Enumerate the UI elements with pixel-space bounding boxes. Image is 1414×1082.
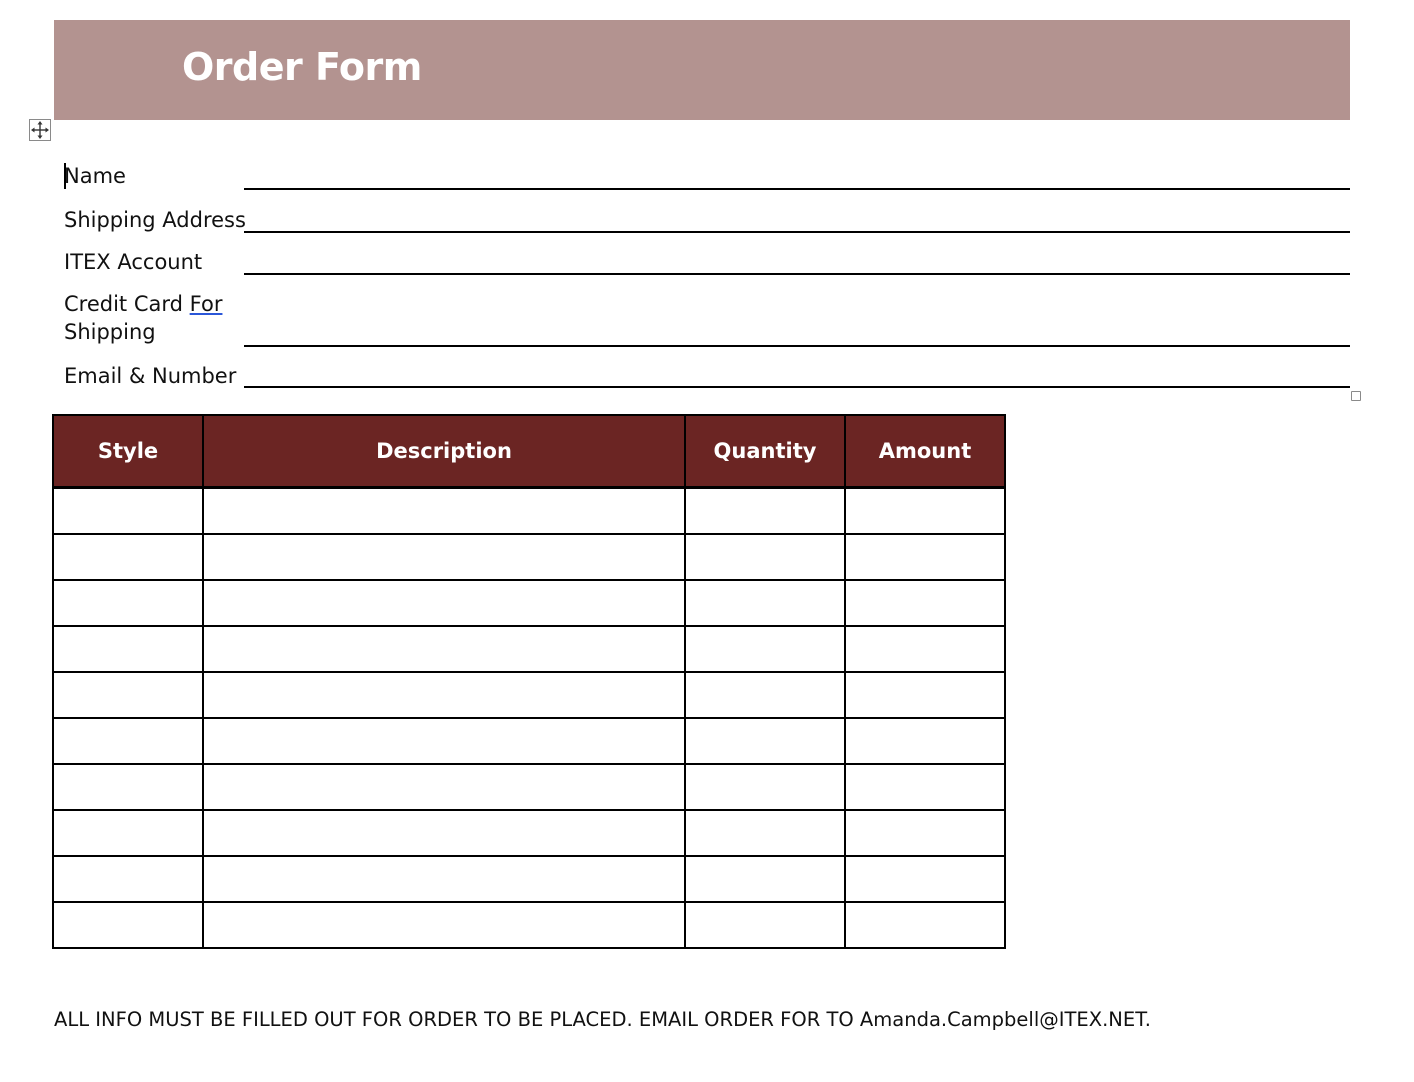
quantity-cell[interactable] <box>685 580 845 626</box>
shipping-address-label: Shipping Address <box>64 208 246 232</box>
credit-card-label <box>64 290 222 318</box>
table-row <box>53 810 1005 856</box>
column-header-style: Style <box>53 415 203 488</box>
credit-card-label-underlined: For <box>189 292 223 316</box>
email-number-label: Email & Number <box>64 364 237 388</box>
footer-instructions: ALL INFO MUST BE FILLED OUT FOR ORDER TO BE PLACED. EMAIL ORDER FOR TO Amanda.Campbell@ITEX.NET. <box>54 1008 1151 1031</box>
style-cell[interactable] <box>53 488 203 535</box>
table-row <box>53 902 1005 948</box>
header-banner <box>54 20 1350 120</box>
description-cell[interactable] <box>203 534 685 580</box>
order-items-table <box>52 414 1006 949</box>
amount-cell[interactable] <box>845 672 1005 718</box>
description-cell[interactable] <box>203 810 685 856</box>
quantity-cell[interactable] <box>685 488 845 535</box>
table-row <box>53 580 1005 626</box>
quantity-cell[interactable] <box>685 672 845 718</box>
table-body <box>53 488 1005 949</box>
table-row <box>53 856 1005 902</box>
amount-cell[interactable] <box>845 856 1005 902</box>
description-cell[interactable] <box>203 626 685 672</box>
style-cell[interactable] <box>53 810 203 856</box>
style-cell[interactable] <box>53 672 203 718</box>
style-cell[interactable] <box>53 902 203 948</box>
table-row <box>53 534 1005 580</box>
table-row <box>53 488 1005 535</box>
quantity-cell[interactable] <box>685 764 845 810</box>
quantity-cell[interactable] <box>685 856 845 902</box>
description-cell[interactable] <box>203 856 685 902</box>
description-cell[interactable] <box>203 902 685 948</box>
credit-card-label-line2: Shipping <box>64 320 156 344</box>
table-header-row <box>53 415 1005 488</box>
shipping-address-field[interactable] <box>244 231 1350 233</box>
amount-cell[interactable] <box>845 810 1005 856</box>
itex-account-label: ITEX Account <box>64 250 203 274</box>
description-cell[interactable] <box>203 488 685 535</box>
style-cell[interactable] <box>53 534 203 580</box>
description-cell[interactable] <box>203 672 685 718</box>
table-row <box>53 626 1005 672</box>
column-header-quantity: Quantity <box>685 415 845 488</box>
style-cell[interactable] <box>53 856 203 902</box>
amount-cell[interactable] <box>845 764 1005 810</box>
style-cell[interactable] <box>53 626 203 672</box>
quantity-cell[interactable] <box>685 810 845 856</box>
itex-account-field[interactable] <box>244 273 1350 275</box>
amount-cell[interactable] <box>845 902 1005 948</box>
table-move-handle-icon[interactable] <box>29 119 51 141</box>
style-cell[interactable] <box>53 580 203 626</box>
email-number-field[interactable] <box>244 386 1350 388</box>
style-cell[interactable] <box>53 718 203 764</box>
name-field[interactable] <box>244 188 1350 190</box>
credit-card-field[interactable] <box>244 345 1350 347</box>
page-title: Order Form <box>182 45 422 89</box>
column-header-amount: Amount <box>845 415 1005 488</box>
quantity-cell[interactable] <box>685 902 845 948</box>
amount-cell[interactable] <box>845 580 1005 626</box>
style-cell[interactable] <box>53 764 203 810</box>
quantity-cell[interactable] <box>685 718 845 764</box>
table-row <box>53 718 1005 764</box>
table-row <box>53 764 1005 810</box>
column-header-description: Description <box>203 415 685 488</box>
table-resize-handle-icon[interactable] <box>1351 391 1361 401</box>
description-cell[interactable] <box>203 580 685 626</box>
name-label: Name <box>64 164 126 188</box>
description-cell[interactable] <box>203 764 685 810</box>
amount-cell[interactable] <box>845 626 1005 672</box>
amount-cell[interactable] <box>845 534 1005 580</box>
description-cell[interactable] <box>203 718 685 764</box>
amount-cell[interactable] <box>845 488 1005 535</box>
credit-card-label-text: Credit Card <box>64 292 190 316</box>
amount-cell[interactable] <box>845 718 1005 764</box>
quantity-cell[interactable] <box>685 534 845 580</box>
quantity-cell[interactable] <box>685 626 845 672</box>
table-row <box>53 672 1005 718</box>
